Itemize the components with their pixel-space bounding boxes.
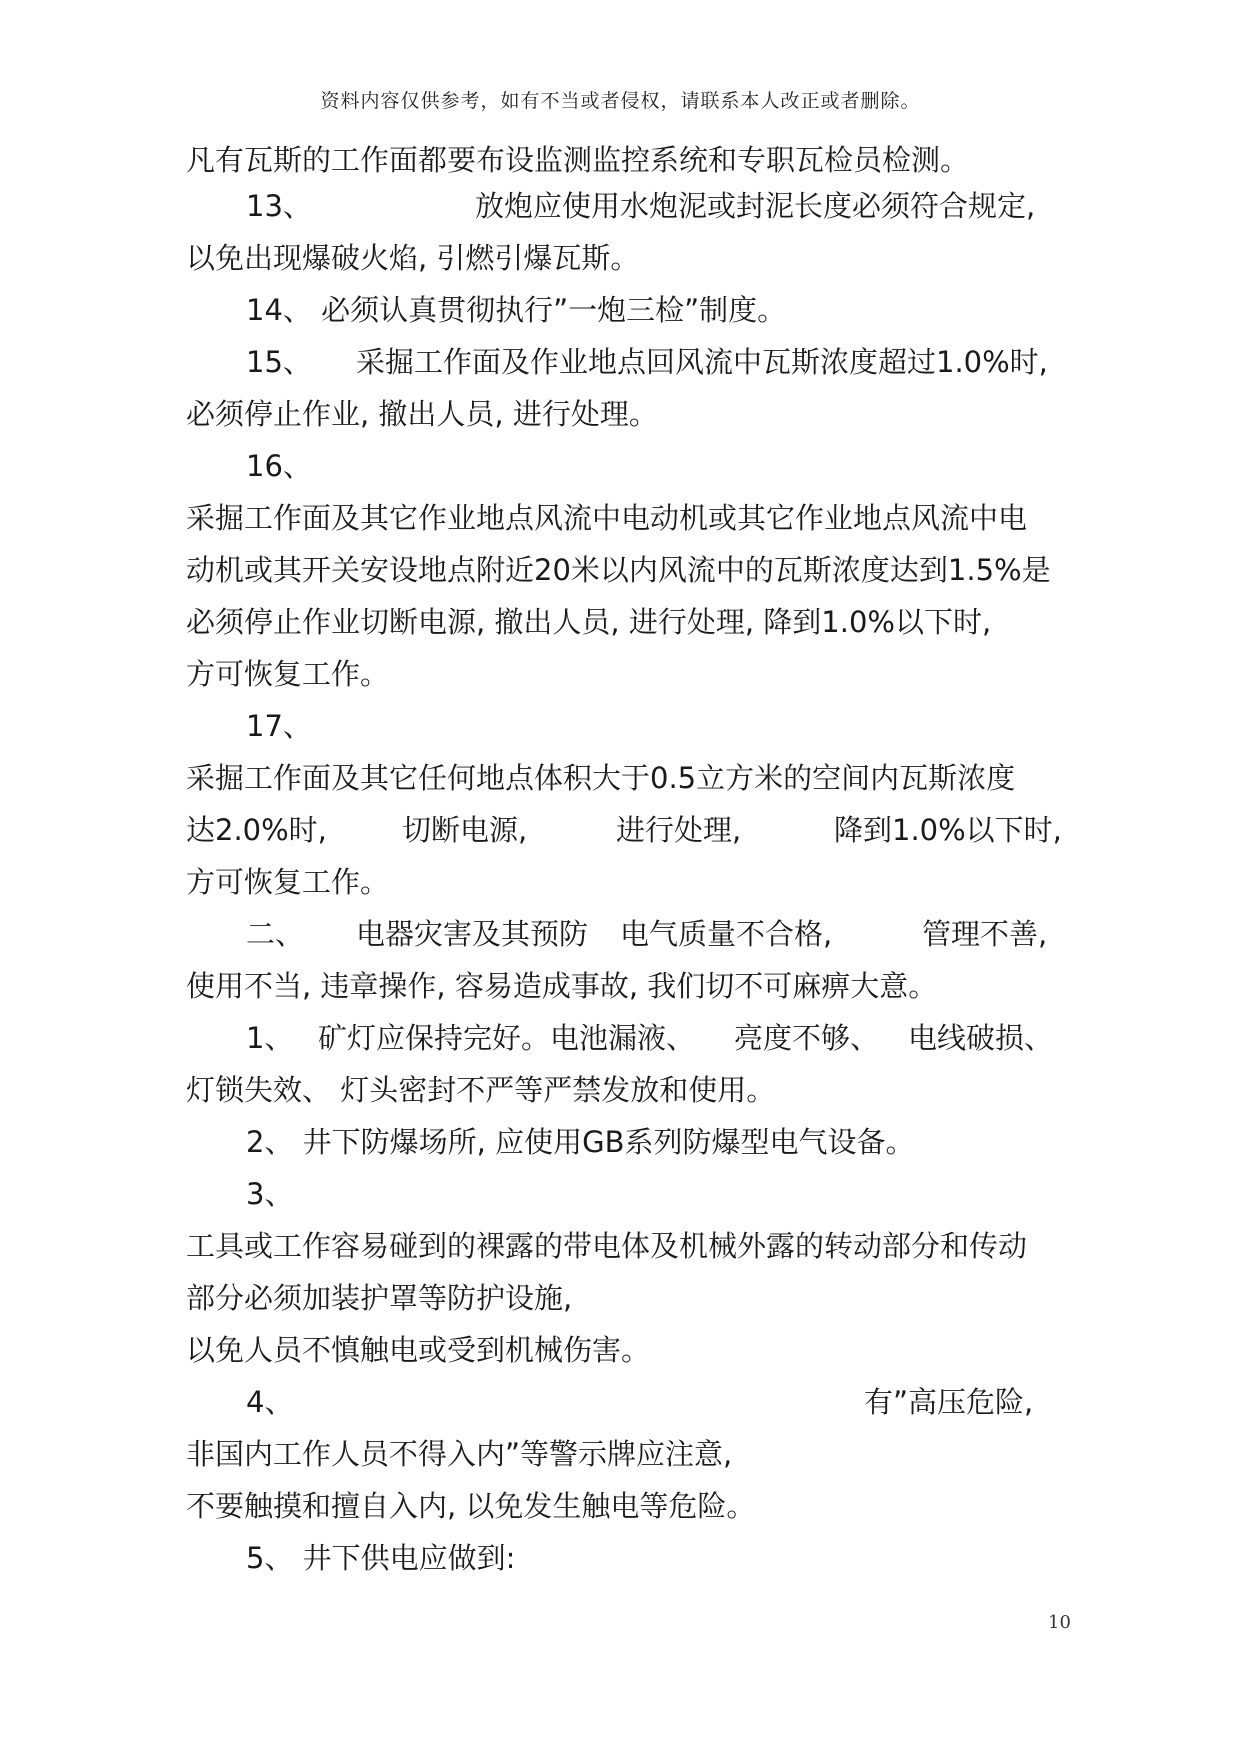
text-segment: 电线破损、 <box>908 1021 1054 1055</box>
text-segment: 达2.0%时, <box>186 813 327 847</box>
text-line <box>0 1072 1241 1108</box>
text-segment: 使用不当, 违章操作, 容易造成事故, 我们切不可麻痹大意。 <box>186 969 938 1003</box>
text-segment: 采掘工作面及其它任何地点体积大于0.5立方米的空间内瓦斯浓度 <box>186 761 1016 795</box>
text-segment: 必须停止作业切断电源, 撤出人员, 进行处理, 降到1.0%以下时, <box>186 605 992 639</box>
text-line <box>0 552 1241 588</box>
header-disclaimer: 资料内容仅供参考，如有不当或者侵权，请联系本人改正或者删除。 <box>320 90 921 112</box>
text-line <box>0 812 1241 848</box>
text-line <box>0 604 1241 640</box>
text-segment: 以免出现爆破火焰, 引燃引爆瓦斯。 <box>186 241 640 275</box>
text-line <box>0 1124 1241 1160</box>
text-segment: 5、 井下供电应做到: <box>246 1541 516 1575</box>
text-line <box>0 396 1241 432</box>
text-segment: 工具或工作容易碰到的裸露的带电体及机械外露的转动部分和传动 <box>186 1229 1028 1263</box>
text-line <box>0 968 1241 1004</box>
text-segment: 亮度不够、 <box>734 1021 880 1055</box>
text-segment: 凡有瓦斯的工作面都要布设监测监控系统和专职瓦检员检测。 <box>186 143 970 177</box>
text-segment: 降到1.0%以下时, <box>834 813 1062 847</box>
text-segment: 部分必须加装护罩等防护设施, <box>186 1281 573 1315</box>
text-line <box>0 916 1241 952</box>
text-segment: 矿灯应保持完好。电池漏液、 <box>318 1021 696 1055</box>
text-segment: 放炮应使用水炮泥或封泥长度必须符合规定, <box>475 189 1036 223</box>
text-segment: 不要触摸和擅自入内, 以免发生触电等危险。 <box>186 1489 756 1523</box>
text-segment: 进行处理, <box>616 813 742 847</box>
text-line <box>0 448 1241 484</box>
text-segment: 17、 <box>246 709 312 743</box>
text-line <box>0 864 1241 900</box>
page-number: 10 <box>1048 1612 1071 1633</box>
text-segment: 3、 <box>246 1177 294 1211</box>
text-line <box>0 240 1241 276</box>
text-segment: 14、 必须认真贯彻执行”一炮三检”制度。 <box>246 293 787 327</box>
text-segment: 必须停止作业, 撤出人员, 进行处理。 <box>186 397 658 431</box>
text-segment: 2、 井下防爆场所, 应使用GB系列防爆型电气设备。 <box>246 1125 915 1159</box>
text-segment: 管理不善, <box>922 917 1048 951</box>
text-line <box>0 142 1241 178</box>
text-segment: 非国内工作人员不得入内”等警示牌应注意, <box>186 1437 733 1471</box>
text-line <box>0 292 1241 328</box>
text-line <box>0 1020 1241 1056</box>
text-line <box>0 344 1241 380</box>
text-segment: 16、 <box>246 449 312 483</box>
text-line <box>0 656 1241 692</box>
text-segment: 有”高压危险, <box>864 1385 1034 1419</box>
text-segment: 13、 <box>246 189 312 223</box>
text-line <box>0 760 1241 796</box>
text-line <box>0 1488 1241 1524</box>
text-segment: 15、 <box>246 345 312 379</box>
text-segment: 以免人员不慎触电或受到机械伤害。 <box>186 1333 651 1367</box>
text-line <box>0 708 1241 744</box>
text-line <box>0 1540 1241 1576</box>
text-segment: 采掘工作面及其它作业地点风流中电动机或其它作业地点风流中电 <box>186 501 1028 535</box>
text-line <box>0 1436 1241 1472</box>
text-segment: 灯锁失效、 灯头密封不严等严禁发放和使用。 <box>186 1073 776 1107</box>
text-line <box>0 1228 1241 1264</box>
text-segment: 采掘工作面及作业地点回风流中瓦斯浓度超过1.0%时, <box>356 345 1048 379</box>
text-segment: 方可恢复工作。 <box>186 657 390 691</box>
text-line <box>0 188 1241 224</box>
text-segment: 4、 <box>246 1385 294 1419</box>
text-segment: 1、 <box>246 1021 294 1055</box>
text-line <box>0 1384 1241 1420</box>
text-segment: 二、 <box>246 917 305 951</box>
text-segment: 动机或其开关安设地点附近20米以内风流中的瓦斯浓度达到1.5%是 <box>186 553 1051 587</box>
text-line <box>0 1176 1241 1212</box>
text-segment: 方可恢复工作。 <box>186 865 390 899</box>
text-segment: 切断电源, <box>402 813 528 847</box>
text-segment: 电气质量不合格, <box>620 917 833 951</box>
text-segment: 电器灾害及其预防 <box>356 917 589 951</box>
text-line <box>0 1332 1241 1368</box>
text-line <box>0 500 1241 536</box>
text-line <box>0 1280 1241 1316</box>
